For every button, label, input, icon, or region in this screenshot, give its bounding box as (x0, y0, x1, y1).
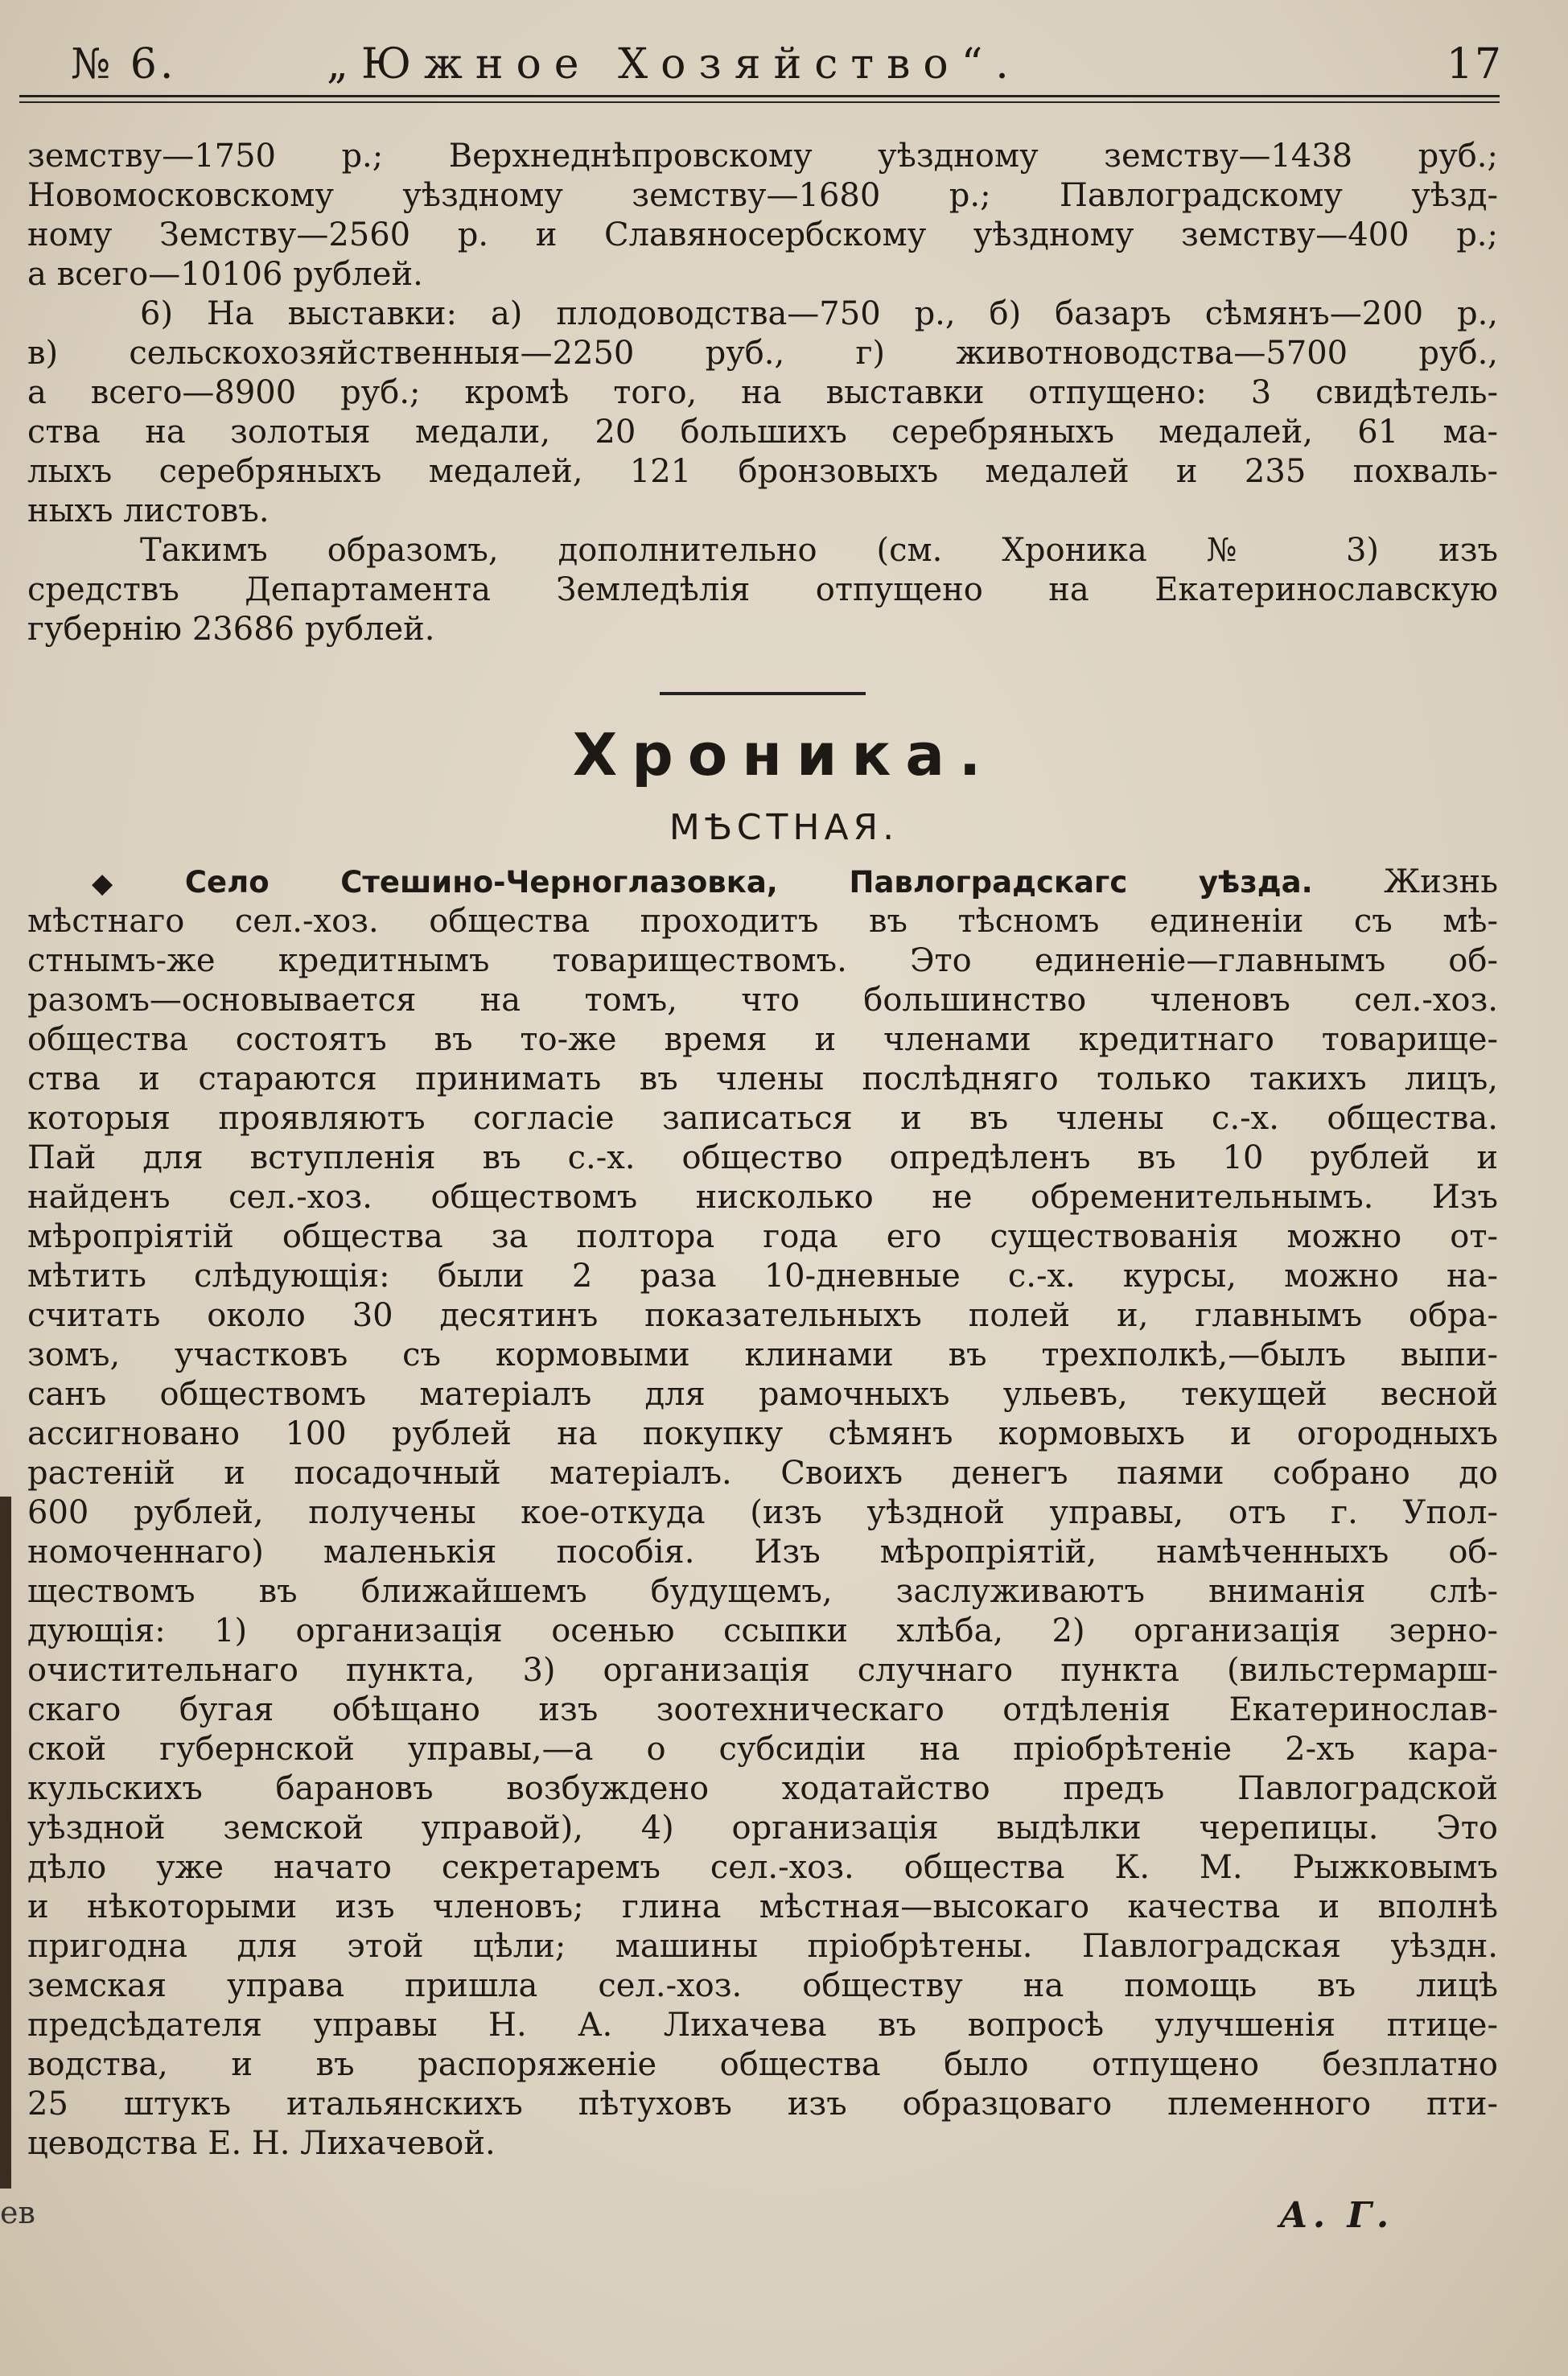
margin-fragment: ев (0, 2195, 35, 2230)
text-line: дѣло уже начато секретаремъ сел.-хоз. общества К. М. Рыжковымъ (27, 1849, 1498, 1886)
text-line: средствъ Департамента Земледѣлія отпущено на Екатеринославскую (27, 571, 1498, 608)
text-line: Новомосковскому уѣздному земству—1680 р.; Павлоградскому уѣзд- (27, 177, 1498, 214)
text-line: которыя проявляютъ согласіе записаться и въ члены с.-х. общества. (27, 1100, 1498, 1137)
text-line: а всего—10106 рублей. (27, 256, 423, 293)
text-line: водства, и въ распоряженіе общества было отпущено безплатно (27, 2046, 1498, 2083)
text-line: мѣропріятій общества за полтора года его существованія можно от- (27, 1218, 1498, 1255)
text-line: 25 штукъ итальянскихъ пѣтуховъ изъ образцоваго племенного пти- (27, 2086, 1498, 2123)
text-line: Пай для вступленія въ с.-х. общество опредѣленъ въ 10 рублей и (27, 1139, 1498, 1176)
text-line: пригодна для этой цѣли; машины пріобрѣтены. Павлоградская уѣздн. (27, 1928, 1498, 1965)
book-spine-edge (0, 1497, 11, 2189)
text-line: 600 рублей, получены кое-откуда (изъ уѣздной управы, отъ г. Упол- (27, 1494, 1498, 1531)
text-line: дующія: 1) организація осенью ссыпки хлѣба, 2) организація зерно- (27, 1612, 1498, 1649)
article-lead: Село Стешино-Черноглазовка, Павлоградскагс уѣзда. (184, 865, 1313, 900)
text-line: земская управа пришла сел.-хоз. обществу на помощь въ лицѣ (27, 1967, 1498, 2004)
text-line: ства и стараются принимать въ члены послѣдняго только такихъ лицъ, (27, 1060, 1498, 1097)
article-first-line (27, 863, 1498, 902)
section-subtitle: МѢСТНАЯ. (669, 807, 899, 848)
text-line: 6) На выставки: а) плодоводства—750 р., б) базаръ сѣмянъ—200 р., (140, 295, 1498, 332)
text-line: кульскихъ барановъ возбуждено ходатайство предъ Павлоградской (27, 1770, 1498, 1807)
text-line: очистительнаго пункта, 3) организація случнаго пункта (вильстермарш- (27, 1652, 1498, 1689)
text-line: ства на золотыя медали, 20 большихъ серебряныхъ медалей, 61 ма- (27, 414, 1498, 451)
text-line: губернію 23686 рублей. (27, 611, 435, 648)
article-first-line-rest: Жизнь (1384, 863, 1498, 900)
journal-title: „Южное Хозяйство“. (327, 40, 1022, 89)
article-block (27, 863, 1498, 2164)
text-line: санъ обществомъ матеріалъ для рамочныхъ ульевъ, текущей весной (27, 1376, 1498, 1413)
text-line: найденъ сел.-хоз. обществомъ нисколько не обременительнымъ. Изъ (27, 1179, 1498, 1216)
text-line: мѣтить слѣдующія: были 2 раза 10-дневные с.-х. курсы, можно на- (27, 1258, 1498, 1295)
text-line: общества состоятъ въ то-же время и членами кредитнаго товарище- (27, 1021, 1498, 1058)
text-line: лыхъ серебряныхъ медалей, 121 бронзовыхъ медалей и 235 похваль- (27, 453, 1498, 490)
section-title: Хроника. (572, 721, 996, 789)
text-line: ществомъ въ ближайшемъ будущемъ, заслуживаютъ вниманія слѣ- (27, 1573, 1498, 1610)
running-header (71, 40, 1503, 97)
header-rule-thin (19, 101, 1500, 103)
text-line: считать около 30 десятинъ показательныхъ полей и, главнымъ обра- (27, 1297, 1498, 1334)
text-line: ской губернской управы,—а о субсидіи на пріобрѣтеніе 2-хъ кара- (27, 1731, 1498, 1768)
text-line: а всего—8900 руб.; кромѣ того, на выставки отпущено: 3 свидѣтель- (27, 374, 1498, 411)
text-line: Такимъ образомъ, дополнительно (см. Хроника № 3) изъ (140, 532, 1498, 569)
text-line: цеводства Е. Н. Лихачевой. (27, 2125, 496, 2162)
text-line: растеній и посадочный матеріалъ. Своихъ денегъ паями собрано до (27, 1455, 1498, 1492)
header-rule (19, 95, 1500, 97)
text-line: в) сельскохозяйственныя—2250 руб., г) животноводства—5700 руб., (27, 335, 1498, 372)
text-line: скаго бугая обѣщано изъ зоотехническаго отдѣленія Екатеринослав- (27, 1691, 1498, 1728)
text-line: ныхъ листовъ. (27, 492, 270, 529)
text-line: уѣздной земской управой), 4) организація выдѣлки черепицы. Это (27, 1810, 1498, 1847)
text-line: разомъ—основывается на томъ, что большинство членовъ сел.-хоз. (27, 982, 1498, 1019)
text-line: стнымъ-же кредитнымъ товариществомъ. Это единеніе—главнымъ об- (27, 942, 1498, 979)
page-number: 17 (1446, 40, 1503, 89)
issue-number: № 6. (71, 40, 177, 89)
text-line: номоченнаго) маленькія пособія. Изъ мѣропріятій, намѣченныхъ об- (27, 1534, 1498, 1571)
text-line: и нѣкоторыми изъ членовъ; глина мѣстная—высокаго качества и вполнѣ (27, 1888, 1498, 1925)
text-line: мѣстнаго сел.-хоз. общества проходитъ въ тѣсномъ единеніи съ мѣ- (27, 903, 1498, 940)
section-separator (660, 692, 866, 695)
text-line: ному Земству—2560 р. и Славяносербскому уѣздному земству—400 р.; (27, 216, 1498, 253)
text-line: ассигновано 100 рублей на покупку сѣмянъ кормовыхъ и огородныхъ (27, 1415, 1498, 1452)
top-text-block (27, 137, 1498, 649)
author-signature: А. Г. (1279, 2195, 1394, 2236)
text-line: земству—1750 р.; Верхнеднѣпровскому уѣздному земству—1438 руб.; (27, 138, 1498, 175)
text-line: зомъ, участковъ съ кормовыми клинами въ трехполкѣ,—былъ выпи- (27, 1336, 1498, 1373)
diamond-bullet-icon: ◆ (92, 867, 174, 900)
text-line: предсѣдателя управы Н. А. Лихачева въ вопросѣ улучшенія птице- (27, 2007, 1498, 2044)
